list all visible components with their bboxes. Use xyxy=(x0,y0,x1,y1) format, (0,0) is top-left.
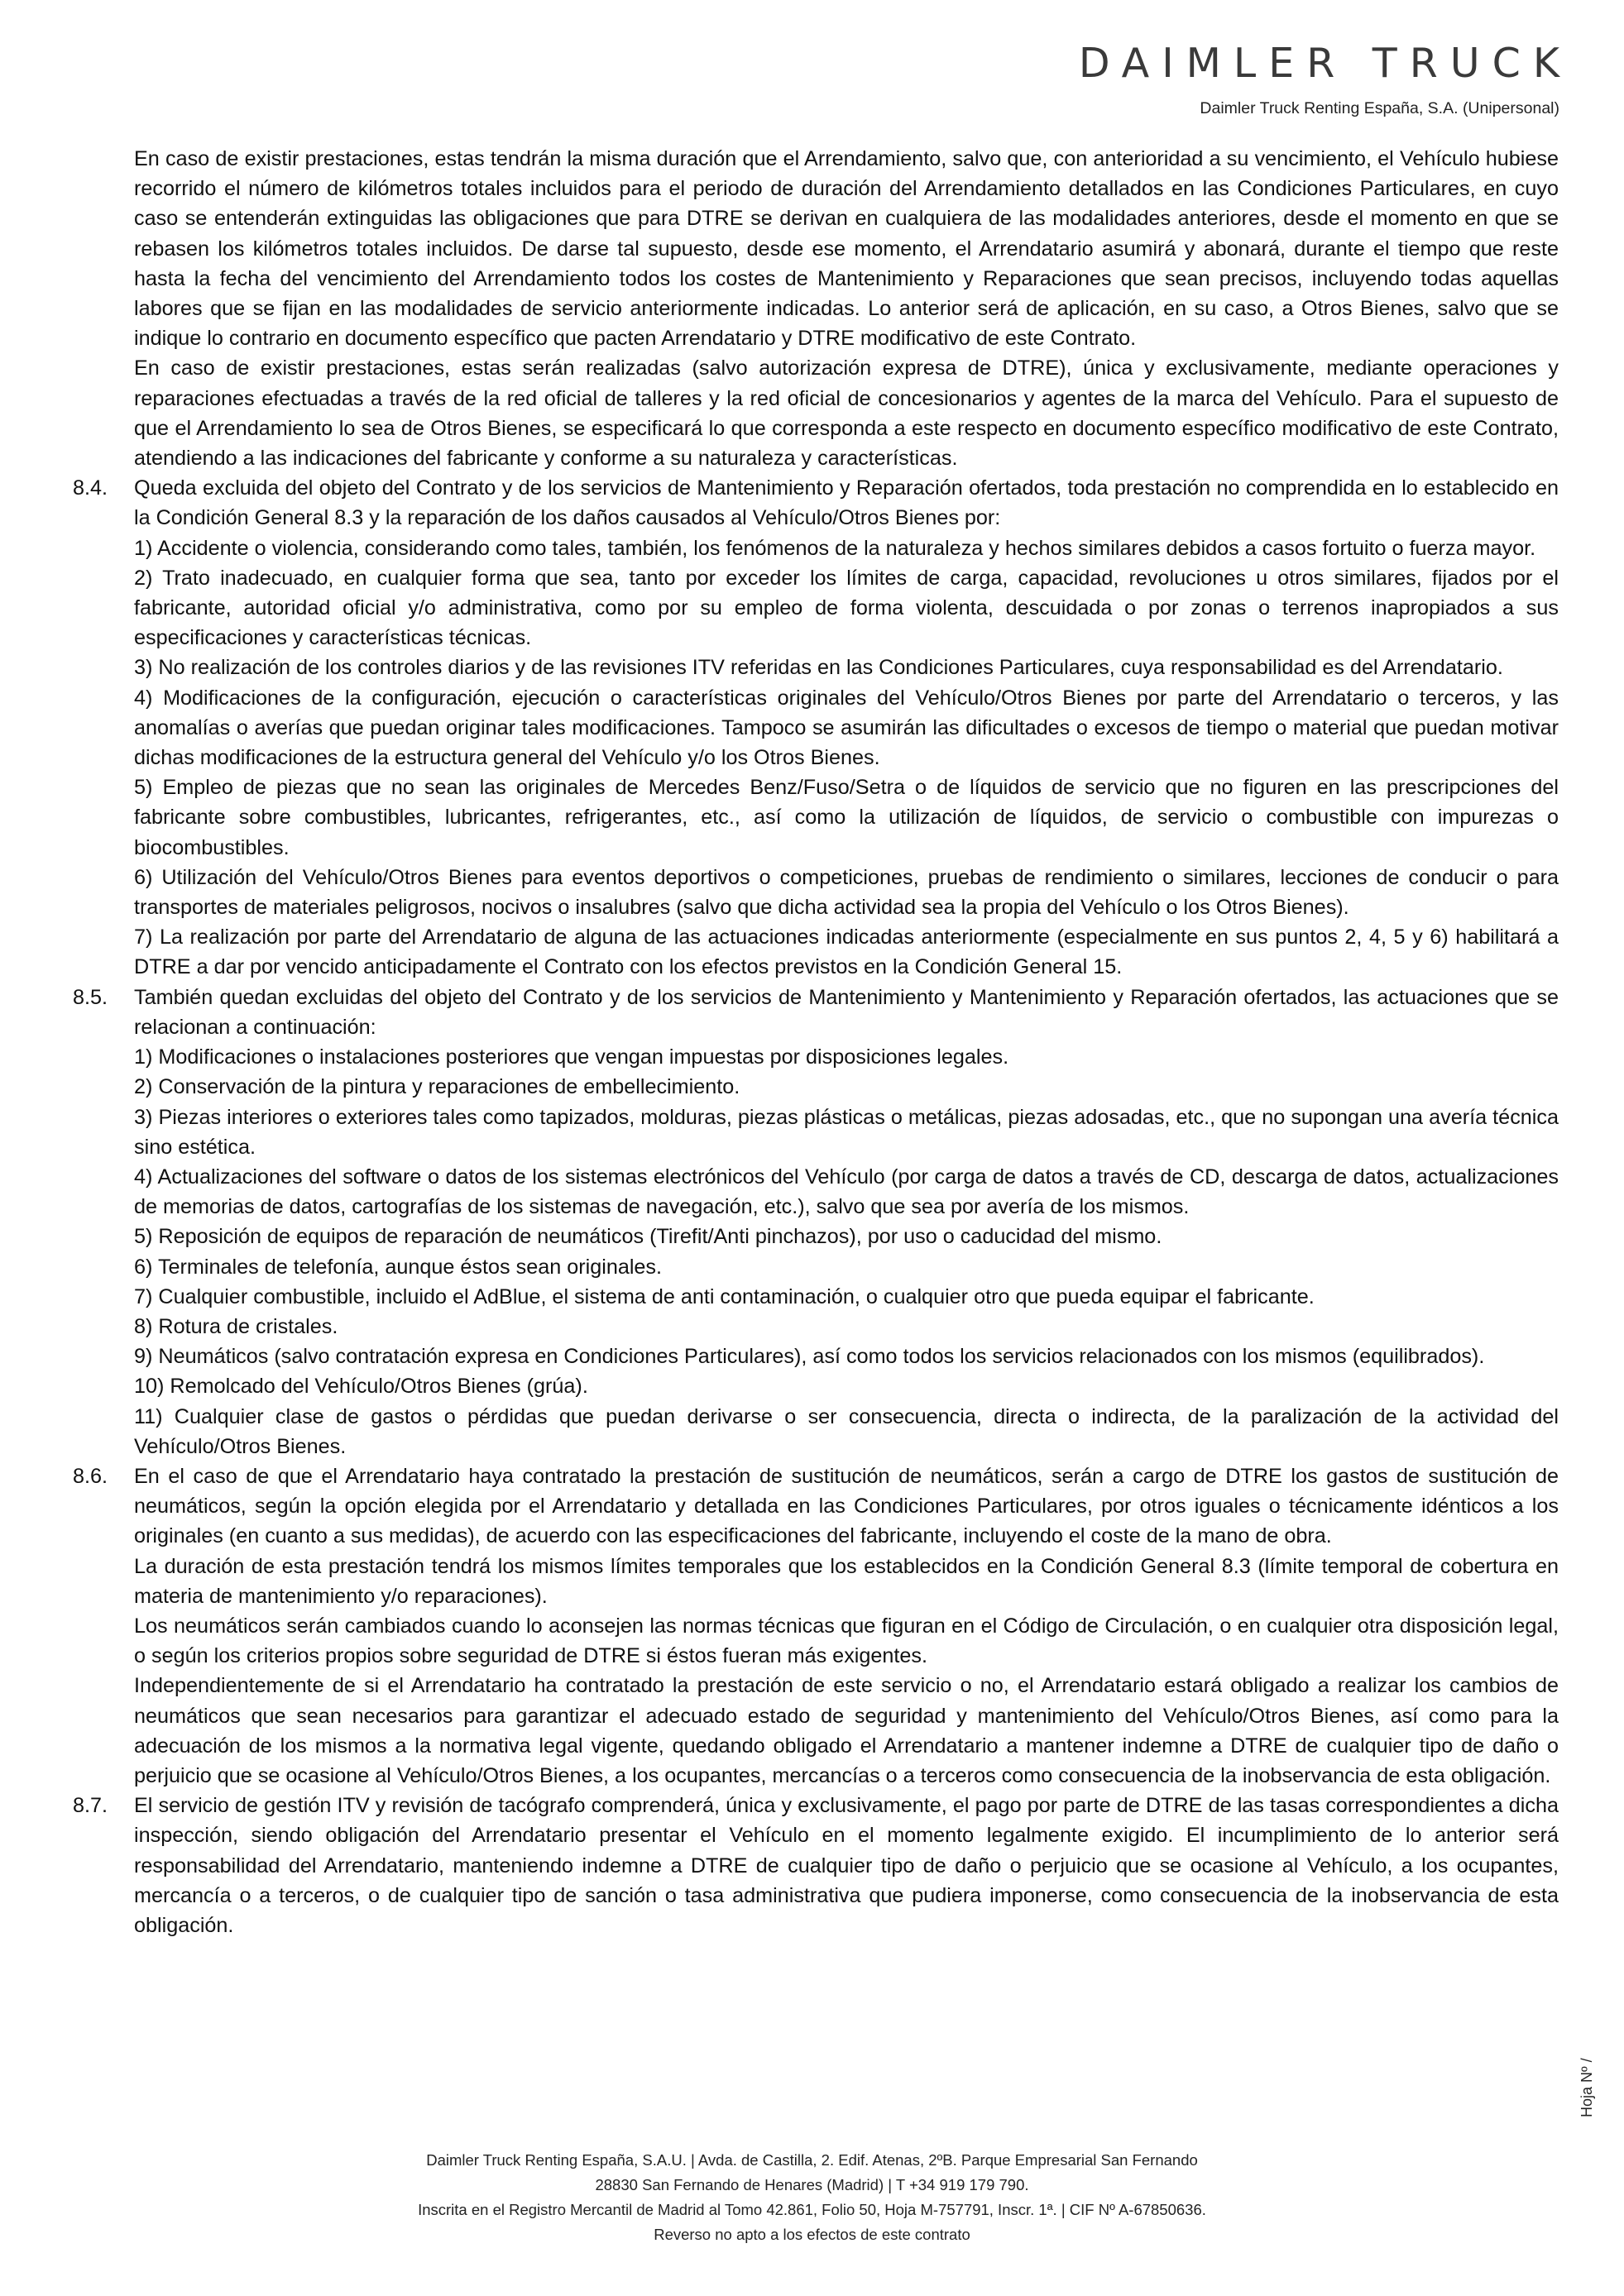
footer-registry: Inscrita en el Registro Mercantil de Madrid al Tomo 42.861, Folio 50, Hoja M-757791, Inscr. 1ª. | CIF Nº A-67850636. xyxy=(418,2201,1206,2218)
brand-logo: DAIMLER TRUCK xyxy=(1078,40,1572,87)
clause-item: 5) Reposición de equipos de reparación de neumáticos (Tirefit/Anti pinchazos), por uso o caducidad del mismo. xyxy=(134,1225,1162,1249)
clause-item: 1) Accidente o violencia, considerando como tales, también, los fenómenos de la naturaleza y hechos similares debidos a casos fortuito o fuerza mayor. xyxy=(134,536,1536,560)
clause-item: 8) Rotura de cristales. xyxy=(134,1314,338,1338)
clause-body xyxy=(134,1791,1559,1940)
clause-8-4 xyxy=(73,473,1559,982)
footer-disclaimer: Reverso no apto a los efectos de este contrato xyxy=(654,2226,970,2243)
clause-item: 5) Empleo de piezas que no sean las originales de Mercedes Benz/Fuso/Setra o de líquidos de servicio que no figuren en las prescripciones del fabricante sobre combustibles, lubricantes, refrigerantes, etc., así como la utilización de líquidos, de servicio o combustible con impurezas o biocombustibles. xyxy=(134,776,1559,859)
sheet-number-note: Hoja Nº / xyxy=(1578,2058,1595,2117)
clause-item: 2) Conservación de la pintura y reparaciones de embellecimiento. xyxy=(134,1075,740,1099)
clause-item: 9) Neumáticos (salvo contratación expresa en Condiciones Particulares), así como todos los servicios relacionados con los mismos (equilibrados). xyxy=(134,1345,1485,1369)
clause-8-7 xyxy=(73,1791,1559,1940)
clause-body xyxy=(134,983,1559,1461)
clause-number: 8.7. xyxy=(73,1794,108,1818)
intro-paragraph: En caso de existir prestaciones, estas tendrán la misma duración que el Arrendamiento, salvo que, con anterioridad a su vencimiento, el Vehículo hubiese recorrido el número de kilómetros totales incluidos para el periodo de duración del Arrendamiento detallados en las Condiciones Particulares, en cuyo caso se entenderán extinguidas las obligaciones que para DTRE se derivan en cualquiera de las modalidades anteriores, desde el momento en que se rebasen los kilómetros totales incluidos. De darse tal supuesto, desde ese momento, el Arrendatario asumirá y abonará, durante el tiempo que reste hasta la fecha del vencimiento del Arrendamiento todos los costes de Mantenimiento y Reparaciones que sean precisos, incluyendo todas aquellas labores que se fijan en las modalidades de servicio anteriormente indicadas. Lo anterior será de aplicación, en su caso, a Otros Bienes, salvo que se indique lo contrario en documento específico que pacten Arrendatario y DTRE modificativo de este Contrato. xyxy=(134,147,1559,351)
page-header xyxy=(1078,40,1572,118)
clause-item: 7) Cualquier combustible, incluido el AdBlue, el sistema de anti contaminación, o cualquier otro que pueda equipar el fabricante. xyxy=(134,1284,1315,1308)
clause-8-6 xyxy=(73,1461,1559,1791)
clause-item: 6) Utilización del Vehículo/Otros Bienes para eventos deportivos o competiciones, pruebas de rendimiento o similares, lecciones de conducir o para transportes de materiales peligrosos, nocivos o insalubres (salvo que dicha actividad sea la propia del Vehículo o los Otros Bienes). xyxy=(134,865,1559,920)
clause-paragraph: En el caso de que el Arrendatario haya contratado la prestación de sustitución de neumáticos, serán a cargo de DTRE los gastos de sustitución de neumáticos, según la opción elegida por el Arrendatario y detallada en las Condiciones Particulares, por otros iguales o técnicamente idénticos a los originales (en cuanto a sus medidas), de acuerdo con las especificaciones del fabricante, incluyendo el coste de la mano de obra. xyxy=(134,1464,1559,1548)
clause-item: 2) Trato inadecuado, en cualquier forma que sea, tanto por exceder los límites de carga, capacidad, revoluciones u otros similares, fijados por el fabricante, autoridad oficial y/o administrativa, como por su empleo de forma violenta, descuidada o por zonas o terrenos inapropiados a sus especificaciones y características técnicas. xyxy=(134,566,1559,650)
clause-item: 10) Remolcado del Vehículo/Otros Bienes (grúa). xyxy=(134,1375,588,1399)
clause-8-5 xyxy=(73,983,1559,1461)
clause-body xyxy=(134,473,1559,982)
clause-paragraph: Queda excluida del objeto del Contrato y de los servicios de Mantenimiento y Reparación ofertados, toda prestación no comprendida en lo establecido en la Condición General 8.3 y la reparación de los daños causados al Vehículo/Otros Bienes por: xyxy=(134,476,1559,530)
footer-contact: 28830 San Fernando de Henares (Madrid) | T +34 919 179 790. xyxy=(595,2176,1029,2193)
clause-item: 7) La realización por parte del Arrendatario de alguna de las actuaciones indicadas anteriormente (especialmente en sus puntos 2, 4, 5 y 6) habilitará a DTRE a dar por vencido anticipadamente el Contrato con los efectos previstos en la Condición General 15. xyxy=(134,926,1559,979)
clause-item: 3) No realización de los controles diarios y de las revisiones ITV referidas en las Condiciones Particulares, cuya responsabilidad es del Arrendatario. xyxy=(134,656,1503,680)
clause-number: 8.6. xyxy=(73,1464,108,1488)
page-footer xyxy=(0,2148,1624,2247)
clause-body xyxy=(134,1461,1559,1791)
clause-item: 4) Actualizaciones del software o datos de los sistemas electrónicos del Vehículo (por carga de datos a través de CD, descarga de datos, actualizaciones de memorias de datos, cartografías de los sistemas de navegación, etc.), salvo que sea por avería de los mismos. xyxy=(134,1165,1559,1219)
document-body xyxy=(73,144,1559,1940)
intro-section xyxy=(73,144,1559,473)
clause-paragraph: También quedan excluidas del objeto del Contrato y de los servicios de Mantenimiento y Mantenimiento y Reparación ofertados, las actuaciones que se relacionan a continuación: xyxy=(134,985,1559,1039)
clause-item: 11) Cualquier clase de gastos o pérdidas que puedan derivarse o ser consecuencia, directa o indirecta, de la paralización de la actividad del Vehículo/Otros Bienes. xyxy=(134,1404,1559,1458)
clause-number: 8.4. xyxy=(73,476,108,500)
clause-item: 1) Modificaciones o instalaciones posteriores que vengan impuestas por disposiciones legales. xyxy=(134,1045,1009,1069)
clause-paragraph: El servicio de gestión ITV y revisión de tacógrafo comprenderá, única y exclusivamente, el pago por parte de DTRE de las tasas correspondientes a dicha inspección, siendo obligación del Arrendatario presentar el Vehículo en el momento legalmente exigido. El incumplimiento de lo anterior será responsabilidad del Arrendatario, manteniendo indemne a DTRE de cualquier tipo de daño o perjuicio que se ocasione al Vehículo, a los ocupantes, mercancía o a terceros, o de cualquier tipo de sanción o tasa administrativa que pudiera imponerse, como consecuencia de la inobservancia de esta obligación. xyxy=(134,1794,1559,1937)
clause-paragraph: Independientemente de si el Arrendatario ha contratado la prestación de este servicio o no, el Arrendatario estará obligado a realizar los cambios de neumáticos que sean necesarios para garantizar el adecuado estado de seguridad y mantenimiento del Vehículo/Otros Bienes, así como para la adecuación de los mismos a la normativa legal vigente, quedando obligado el Arrendatario a mantener indemne a DTRE de cualquier tipo de daño o perjuicio que se ocasione al Vehículo/Otros Bienes, a los ocupantes, mercancías o a terceros como consecuencia de la inobservancia de esta obligación. xyxy=(134,1674,1559,1787)
company-name: Daimler Truck Renting España, S.A. (Unipersonal) xyxy=(1200,98,1559,117)
clause-paragraph: Los neumáticos serán cambiados cuando lo aconsejen las normas técnicas que figuran en el Código de Circulación, o en cualquier otra disposición legal, o según los criterios propios sobre seguridad de DTRE si éstos fueran más exigentes. xyxy=(134,1614,1559,1668)
clause-item: 3) Piezas interiores o exteriores tales como tapizados, molduras, piezas plásticas o metálicas, piezas adosadas, etc., que no supongan una avería técnica sino estética. xyxy=(134,1105,1559,1159)
clause-paragraph: La duración de esta prestación tendrá los mismos límites temporales que los establecidos en la Condición General 8.3 (límite temporal de cobertura en materia de mantenimiento y/o reparaciones). xyxy=(134,1554,1559,1608)
intro-paragraph: En caso de existir prestaciones, estas serán realizadas (salvo autorización expresa de DTRE), única y exclusivamente, mediante operaciones y reparaciones efectuadas a través de la red oficial de talleres y la red oficial de concesionarios y agentes de la marca del Vehículo. Para el supuesto de que el Arrendamiento lo sea de Otros Bienes, se especificará lo que corresponda a este respecto en documento específico modificativo de este Contrato, atendiendo a las indicaciones del fabricante y conforme a su naturaleza y características. xyxy=(134,356,1559,471)
clause-item: 4) Modificaciones de la configuración, ejecución o características originales del Vehículo/Otros Bienes por parte del Arrendatario o terceros, y las anomalías o averías que puedan originar tales modificaciones. Tampoco se asumirán las dificultades o excesos de tiempo o material que puedan motivar dichas modificaciones de la estructura general del Vehículo y/o los Otros Bienes. xyxy=(134,686,1559,770)
clause-item: 6) Terminales de telefonía, aunque éstos sean originales. xyxy=(134,1255,663,1279)
clause-number: 8.5. xyxy=(73,985,108,1009)
footer-address: Daimler Truck Renting España, S.A.U. | Avda. de Castilla, 2. Edif. Atenas, 2ºB. Parque Empresarial San Fernando xyxy=(426,2151,1198,2169)
